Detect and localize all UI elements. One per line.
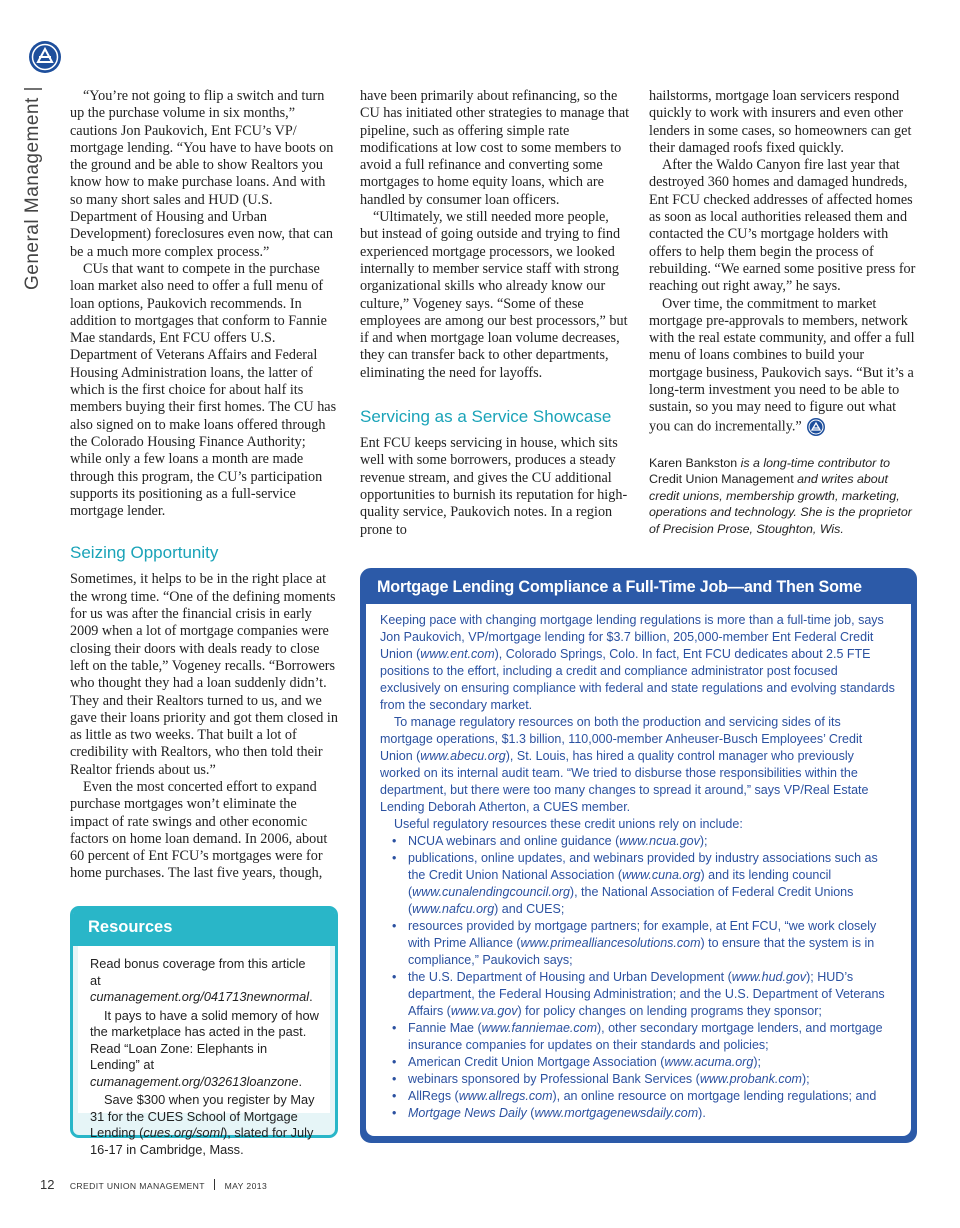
paragraph: Sometimes, it helps to be in the right place at the wrong time. “One of the defining moments for us was after the financial crisis in early 2009 when a lot of mortgage companies were closing their doors with deals ready to close left on the table,” Vogeney recalls. “Borrowers who thought they had a loan suddenly didn’t. They and their Realtors turned to us, and we gave their loans priority and got them closed in as little as two weeks. That built a lot of credibility with Realtors, who then told their Realtor friends about us.” xyxy=(70,571,338,778)
publication-name: Mortgage News Daily xyxy=(408,1106,527,1120)
text: ) and its lending council ( xyxy=(408,868,832,899)
text: Save $300 when you register by May 31 for the CUES School of Mortgage Lending ( xyxy=(90,1092,315,1140)
section-label: General Management | xyxy=(22,86,43,290)
text: Read bonus coverage from this article at xyxy=(90,956,306,988)
article-column-1 xyxy=(70,88,338,883)
paragraph: Even the most concerted effort to expand purchase mortgages won’t eliminate the impact of rate swings and other economic factors on home loan demand. In 2006, about 60 percent of Ent FCU’s mortgages were for home purchases. The last five years, though, xyxy=(70,778,328,882)
url-link[interactable]: www.primealliancesolutions.com xyxy=(520,936,701,950)
text: ); xyxy=(699,834,708,848)
text: ). xyxy=(698,1106,706,1120)
paragraph: have been primarily about refinancing, so the CU has initiated other strategies to manage that pipeline, such as offering simple rate modifications at low cost to some members to avoid a full refinance and converting some mortgages to home equity loans, which are handled by consumer loan officers. xyxy=(360,88,630,208)
issue-date: MAY 2013 xyxy=(224,1181,268,1191)
resource-list xyxy=(380,833,897,1122)
magazine-title: CREDIT UNION MANAGEMENT xyxy=(69,1181,205,1191)
text: Fannie Mae ( xyxy=(408,1021,482,1035)
paragraph: hailstorms, mortgage loan servicers respond quickly to work with insurers and even other lenders in some cases, so homeowners can get their damaged roofs fixed quickly. xyxy=(649,88,912,156)
resources-link[interactable]: cumanagement.org/032613loanzone xyxy=(90,1073,299,1089)
compliance-sidebar-box xyxy=(360,568,917,1143)
list-item xyxy=(408,1020,897,1054)
list-item xyxy=(408,1054,897,1071)
list-item xyxy=(408,1088,897,1105)
text: publications, online updates, and webinars provided by industry associations such as the Credit Union National Association ( xyxy=(408,851,878,882)
resources-item xyxy=(90,1092,319,1158)
text: ), the National Association of Federal Credit Unions ( xyxy=(408,885,854,916)
text: ), an online resource on mortgage lending regulations; and xyxy=(552,1089,877,1103)
page-number: 12 xyxy=(40,1177,55,1192)
list-item xyxy=(408,850,897,918)
author-name: Karen Bankston xyxy=(649,455,738,470)
text: ) and CUES; xyxy=(494,902,565,916)
author-bio xyxy=(649,455,917,538)
sidebar-title: Mortgage Lending Compliance a Full-Time Job—and Then Some xyxy=(377,578,862,596)
text: . xyxy=(309,989,313,1004)
url-link[interactable]: www.nafcu.org xyxy=(412,902,495,916)
url-link[interactable]: www.hud.gov xyxy=(731,970,807,984)
end-mark-icon xyxy=(806,417,826,437)
text: ); xyxy=(753,1055,761,1069)
url-link[interactable]: www.va.gov xyxy=(450,1004,518,1018)
list-item xyxy=(408,969,897,1020)
list-item xyxy=(408,1071,897,1088)
text: ), St. Louis, has hired a quality control manager who previously worked on its internal audit team. “We tried to disburse those responsibilities within the department, but there were too many changes to spread it around,” says VP/Real Estate Lending Deborah Atherton, a CUES member. xyxy=(380,749,869,814)
text: ), slated for July 16-17 in Cambridge, Mass. xyxy=(90,1125,314,1157)
url-link[interactable]: www.mortgagenewsdaily.com xyxy=(534,1106,699,1120)
text: ) to ensure that the system is in compliance,” Paukovich says; xyxy=(408,936,875,967)
paragraph-text: Over time, the commitment to market mortgage pre-approvals to members, network with the real estate community, and offer a full menu of loans combines to build your mortgage business, Paukovich says. “But it’s a long-term investment you need to be able to sustain, so you may need to figure out what you can do incrementally.” xyxy=(649,295,915,434)
list-item xyxy=(408,918,897,969)
resources-link[interactable]: cues.org/soml xyxy=(143,1125,224,1140)
url-link[interactable]: www.allregs.com xyxy=(458,1089,553,1103)
url-link[interactable]: www.abecu.org xyxy=(420,749,506,763)
subhead-servicing-showcase: Servicing as a Service Showcase xyxy=(360,407,612,427)
paragraph: CUs that want to compete in the purchase loan market also need to offer a full menu of loan options, Paukovich recommends. In addition to mortgages that conform to Fannie Mae standards, Ent FCU offers U.S. Department of Veterans Affairs and Federal Housing Administration loans, the latter of which is the first choice for about half its members buying their first homes. The CU has also signed on to make loans offered through the Colorado Housing Finance Authority; while only a few loans a month are made through this program, the CU’s participation supports its positioning as a full-service mortgage lender. xyxy=(70,260,337,520)
resources-body xyxy=(78,946,330,1157)
resources-item xyxy=(90,1008,319,1091)
magazine-name: Credit Union Management xyxy=(649,472,794,487)
article-column-2 xyxy=(360,88,630,539)
text: ), other secondary mortgage lenders, and mortgage insurance companies for updates on their standards and policies; xyxy=(408,1021,883,1052)
subhead-seizing-opportunity: Seizing Opportunity xyxy=(70,543,219,563)
url-link[interactable]: www.probank.com xyxy=(699,1072,802,1086)
url-link[interactable]: www.cuna.org xyxy=(622,868,701,882)
url-link[interactable]: www.cunalendingcouncil.org xyxy=(412,885,570,899)
article-column-3 xyxy=(649,88,917,537)
paragraph xyxy=(649,296,917,437)
resources-box xyxy=(70,906,338,1157)
list-item xyxy=(408,1105,897,1122)
text: NCUA webinars and online guidance ( xyxy=(408,834,620,848)
sidebar-body xyxy=(366,604,911,1136)
url-link[interactable]: www.ent.com xyxy=(420,647,495,661)
cues-logo-icon xyxy=(28,40,62,74)
text: ); HUD’s department, the Federal Housing Administration; and the U.S. Department of Veterans Affairs ( xyxy=(408,970,885,1018)
text: AllRegs ( xyxy=(408,1089,459,1103)
page-footer xyxy=(40,1177,267,1192)
text: . xyxy=(298,1073,303,1089)
sidebar-paragraph xyxy=(380,612,897,714)
text: To manage regulatory resources on both the production and servicing sides of its mortgage operations, $1.3 billion, 110,000-member Anheuser-Busch Employees’ Credit Union ( xyxy=(380,715,863,763)
paragraph: After the Waldo Canyon fire last year that destroyed 360 homes and damaged hundreds, Ent FCU checked addresses of affected homes as soon as local authorities released them and contacted the CU’s mortgage holders with offers to help them begin the process of rebuilding. “We earned some positive press for reaching out right away,” he says. xyxy=(649,157,916,295)
resources-item xyxy=(90,956,319,1006)
url-link[interactable]: www.ncua.gov xyxy=(619,834,700,848)
text: ), Colorado Springs, Colo. In fact, Ent FCU dedicates about 2.5 FTE positions to the effort, including a credit and compliance administrator post focused exclusively on ensuring compliance with federal and state regulations and evolving standards from the secondary market. xyxy=(380,647,895,712)
bio-text: is a long-time contributor to xyxy=(737,455,891,470)
bio-text: and writes about credit unions, membership growth, marketing, operations and technology. She is the proprietor of Precision Prose, Stoughton, Wis. xyxy=(649,472,912,536)
resources-link[interactable]: cumanagement.org/041713newnormal xyxy=(90,989,310,1004)
resources-title: Resources xyxy=(73,909,335,946)
text: ( xyxy=(526,1106,535,1120)
sidebar-paragraph: Useful regulatory resources these credit unions rely on include: xyxy=(394,817,743,831)
list-item xyxy=(408,833,897,850)
text: American Credit Union Mortgage Association ( xyxy=(408,1055,665,1069)
text: ) for policy changes on lending programs they sponsor; xyxy=(517,1004,822,1018)
text: webinars sponsored by Professional Bank Services ( xyxy=(408,1072,700,1086)
paragraph: “Ultimately, we still needed more people, but instead of going outside and trying to find experienced mortgage processors, we looked internally to member service staff with strong organizational skills who already know our culture,” Vogeney says. “Some of these employees are among our best processors,” but if and when mortgage loan volume decreases, they can transfer back to other departments, eliminating the need for layoffs. xyxy=(360,209,628,381)
text: the U.S. Department of Housing and Urban Development ( xyxy=(408,970,732,984)
sidebar-paragraph xyxy=(380,714,897,816)
text: Keeping pace with changing mortgage lending regulations is more than a full-time job, says Jon Paukovich, VP/mortgage lending for $3.7 billion, 205,000-member Ent Federal Credit Union ( xyxy=(380,613,884,661)
text: resources provided by mortgage partners; for example, at Ent FCU, “we work closely with Prime Alliance ( xyxy=(408,919,877,950)
url-link[interactable]: www.acuma.org xyxy=(664,1055,754,1069)
footer-divider xyxy=(214,1179,215,1190)
paragraph: Ent FCU keeps servicing in house, which sits well with some borrowers, produces a steady revenue stream, and gives the CU additional opportunities to burnish its reputation for high-quality service, Paukovich notes. In a region prone to xyxy=(360,435,628,538)
url-link[interactable]: www.fanniemae.com xyxy=(481,1021,597,1035)
text: It pays to have a solid memory of how the marketplace has acted in the past. Read “Loan Zone: Elephants in Lending” at xyxy=(90,1007,319,1072)
paragraph: “You’re not going to flip a switch and turn up the purchase volume in six months,” cautions Jon Paukovich, Ent FCU’s VP/ mortgage lending. “You have to have boots on the ground and be able to show Realtors you know how to make purchase loans. And with so many short sales and HUD (U.S. Department of Housing and Urban Development) foreclosures even now, that can be a much more complex process.” xyxy=(70,88,334,260)
text: ); xyxy=(801,1072,810,1086)
